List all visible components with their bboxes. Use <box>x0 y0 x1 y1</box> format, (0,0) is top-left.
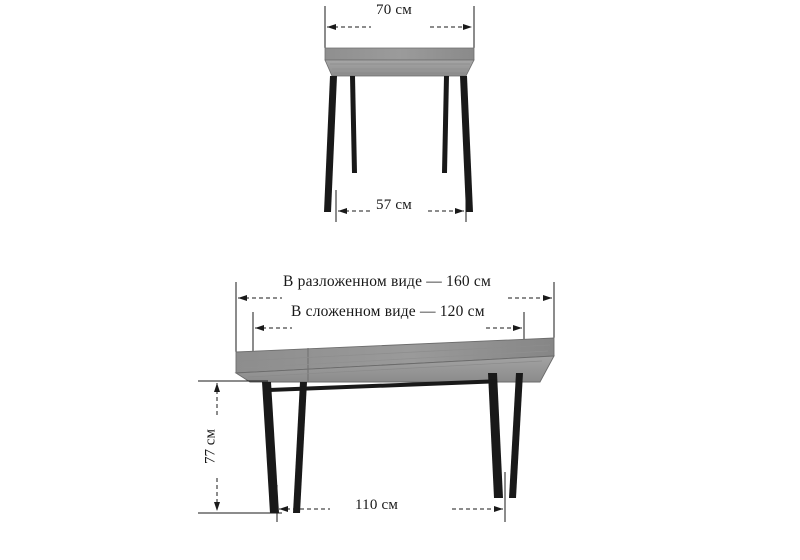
label-leg-span: 110 см <box>355 497 399 513</box>
table-top-surface-large <box>236 338 554 382</box>
table-legs <box>324 76 473 212</box>
label-height: 77 см <box>202 429 219 464</box>
table-top-surface <box>325 48 474 76</box>
label-folded-width: В сложенном виде — 120 см <box>291 303 485 320</box>
label-top-depth: 57 см <box>376 197 412 213</box>
label-top-width: 70 см <box>376 2 412 18</box>
label-unfolded-width: В разложенном виде — 160 см <box>283 273 492 290</box>
table-legs-large <box>262 373 523 513</box>
